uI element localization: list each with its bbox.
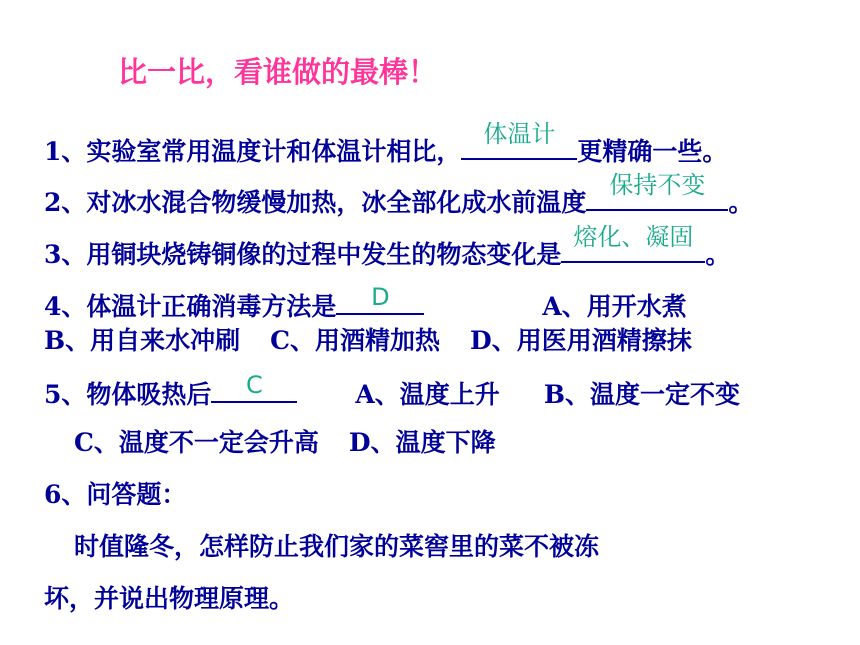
q1-blank	[461, 120, 577, 160]
question-4	[44, 283, 687, 324]
q1-text: 1、实验室常用温度计和体温计相比，	[44, 137, 462, 166]
q2-text-after: 。	[728, 188, 754, 217]
q5-blank	[211, 371, 297, 403]
question-5	[44, 371, 740, 412]
q4-text: 4、体温计正确消毒方法是	[44, 292, 337, 321]
question-3	[44, 223, 731, 272]
q2-answer: 保持不变	[609, 171, 706, 199]
q5-text: 5、物体吸热后	[44, 380, 212, 409]
q5-option-b: B、温度一定不变	[543, 380, 740, 409]
q5-option-a: A、温度上升	[355, 380, 500, 409]
q3-text-after: 。	[705, 240, 731, 269]
q2-text: 2、对冰水混合物缓慢加热，冰全部化成水前温度	[44, 188, 587, 217]
page-title: 比一比，看谁做的最棒！	[118, 55, 438, 89]
question-1	[44, 120, 728, 169]
q1-answer: 体温计	[483, 120, 556, 148]
q4-option-b: B、用自来水冲刷	[44, 326, 241, 355]
q1-text-after: 更精确一些。	[577, 137, 728, 166]
question-4-options	[44, 324, 692, 358]
q4-option-a: A、用开水煮	[542, 292, 687, 321]
q3-text: 3、用铜块烧铸铜像的过程中发生的物态变化是	[44, 240, 562, 269]
q3-answer: 熔化、凝固	[573, 223, 694, 251]
question-6-line-2: 坏，并说出物理原理。	[44, 584, 295, 613]
q5-option-c: C、温度不一定会升高	[74, 428, 319, 457]
q2-blank	[586, 171, 728, 211]
question-2	[44, 171, 754, 220]
question-5-options	[74, 426, 496, 460]
q4-option-c: C、用酒精加热	[270, 326, 441, 355]
q4-answer: D	[371, 283, 390, 311]
question-6-line-1: 时值隆冬，怎样防止我们家的菜窖里的菜不被冻	[74, 532, 600, 561]
q3-blank	[561, 223, 705, 263]
q4-blank	[336, 283, 424, 315]
question-6-title: 6、问答题：	[44, 480, 187, 509]
q5-option-d: D、温度下降	[348, 428, 496, 457]
q5-answer: C	[246, 371, 263, 399]
q4-option-d: D、用医用酒精擦抹	[470, 326, 692, 355]
